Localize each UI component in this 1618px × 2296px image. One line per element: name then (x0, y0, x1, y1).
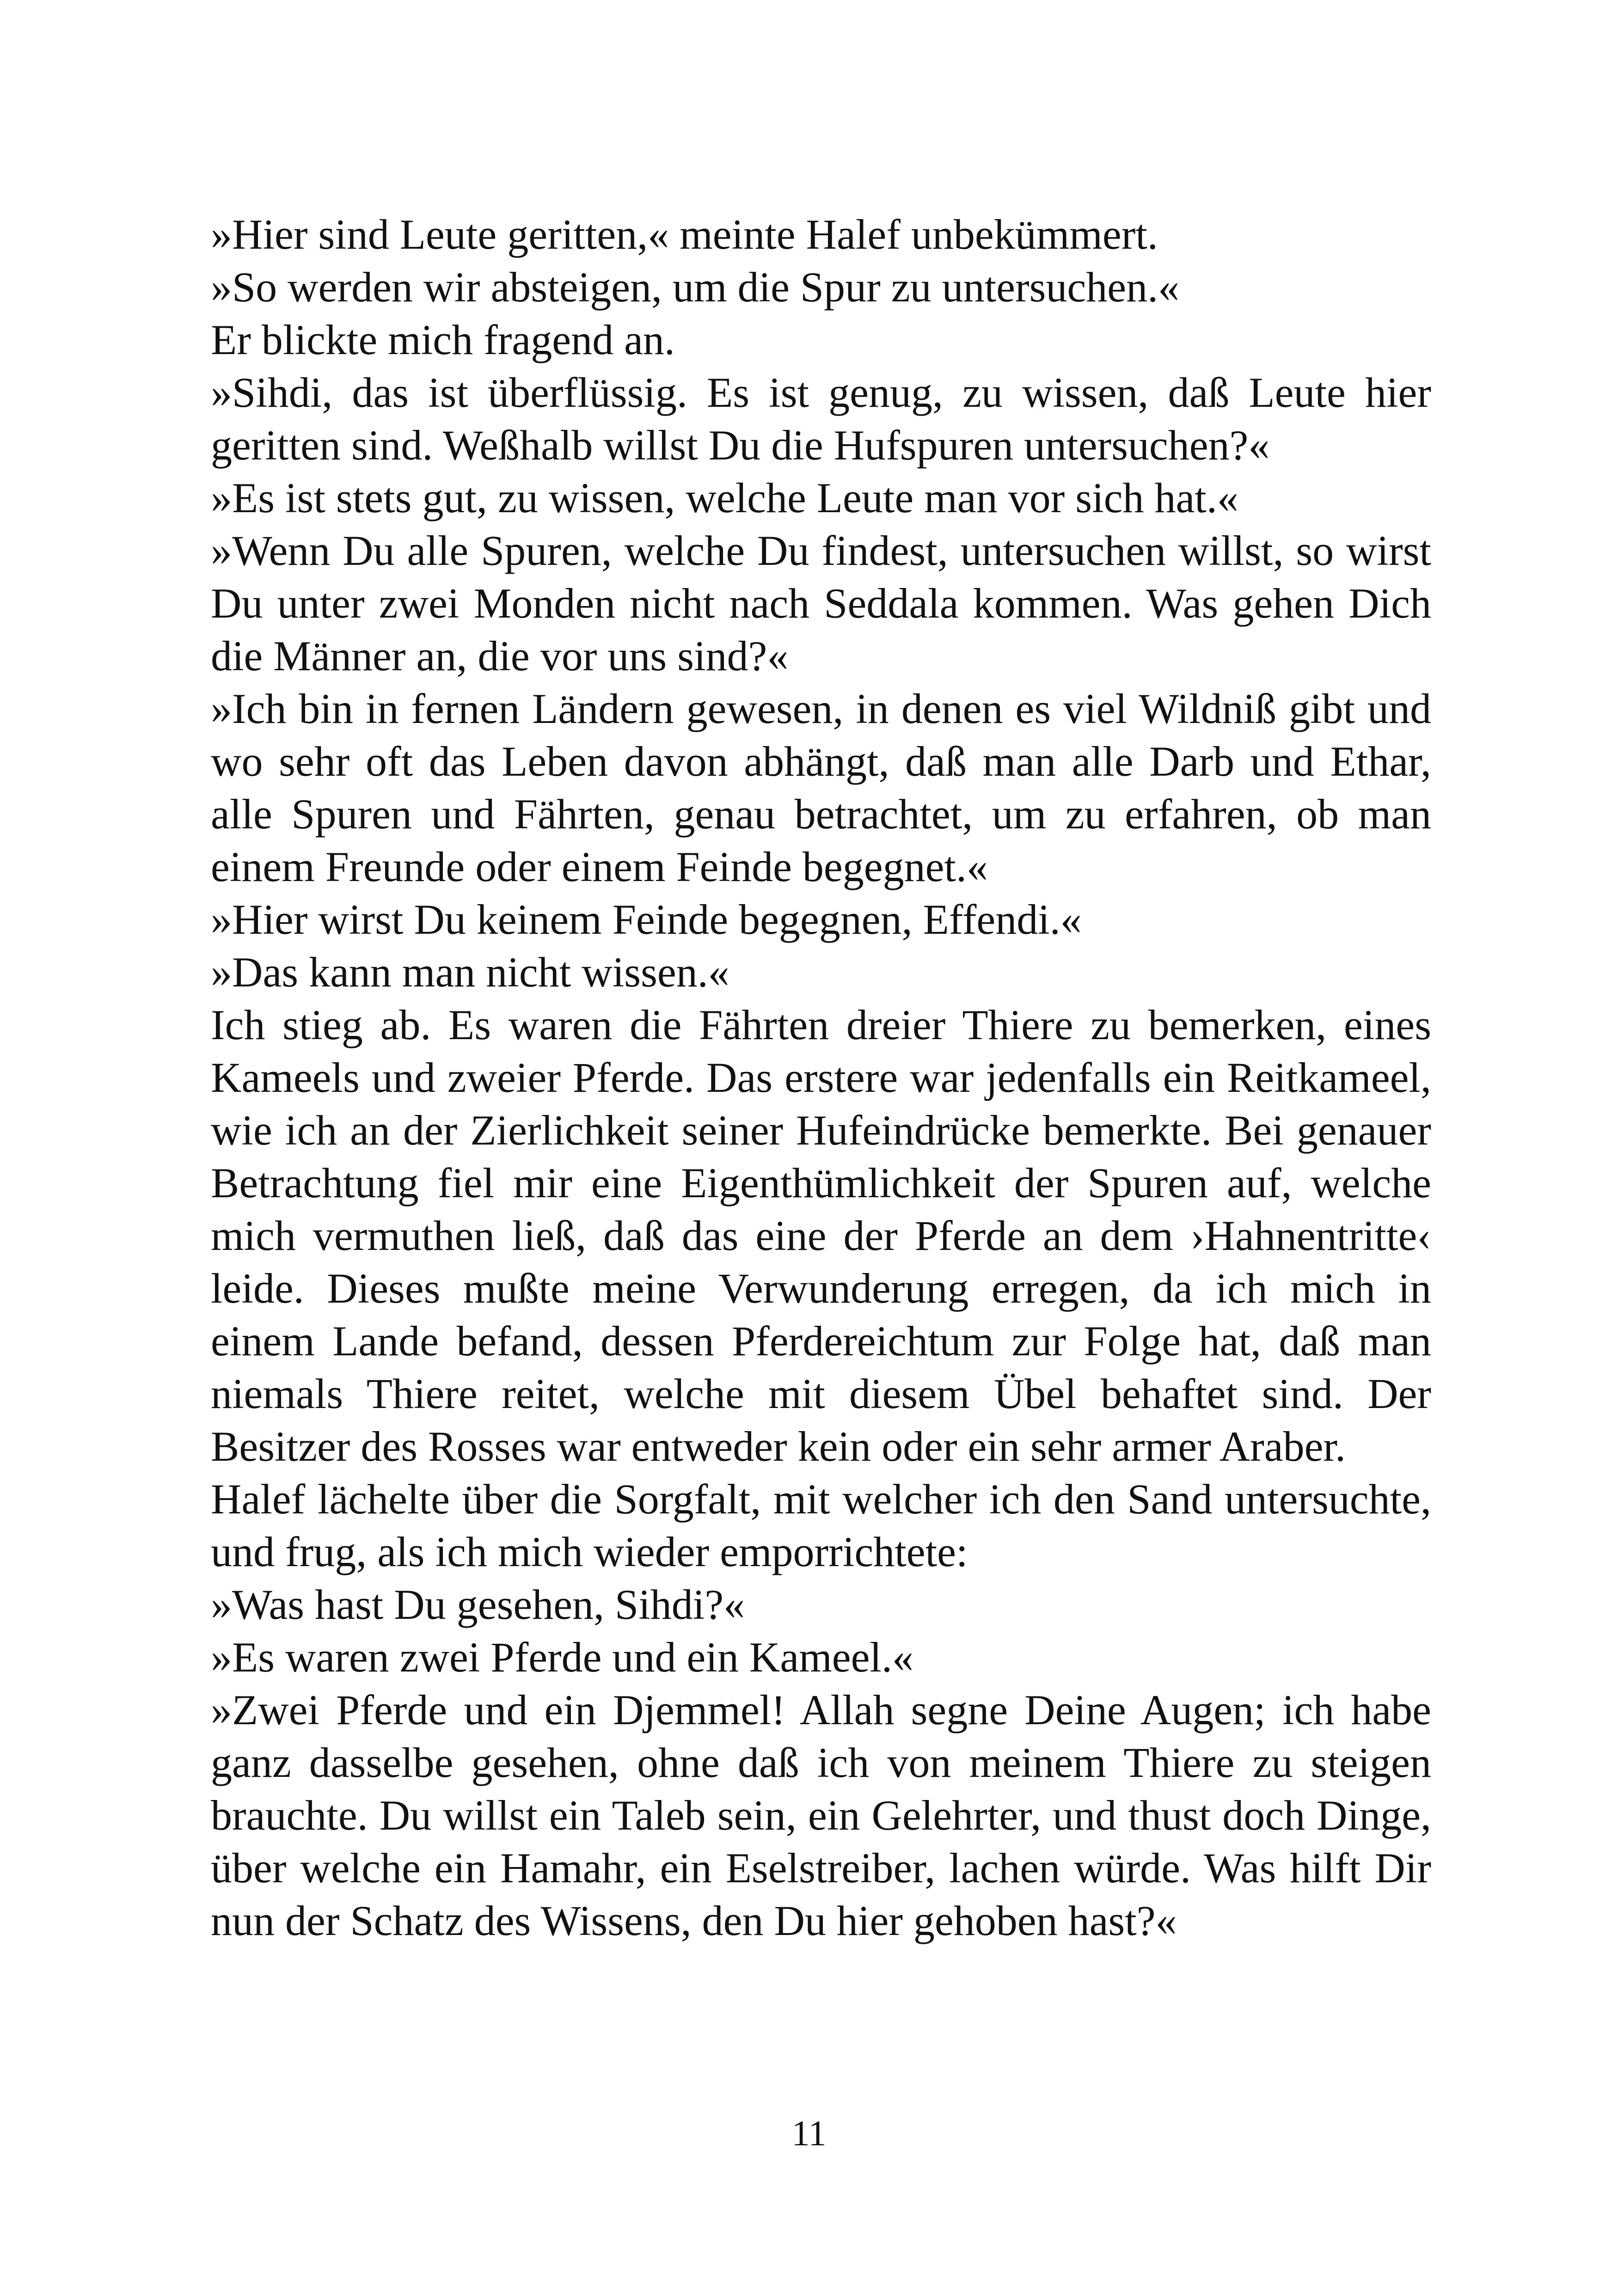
paragraph: »Sihdi, das ist überflüssig. Es ist genug, zu wissen, daß Leute hier geritten sind. Weßhalb willst Du die Hufspuren untersuchen?« (211, 369, 1431, 469)
paragraph: »Es waren zwei Pferde und ein Kameel.« (211, 1634, 913, 1681)
paragraph: »Das kann man nicht wissen.« (211, 949, 729, 996)
paragraph: »Wenn Du alle Spuren, welche Du findest, untersuchen willst, so wirst Du unter zwei Monden nicht nach Seddala kommen. Was gehen Dich die Männer an, die vor uns sind?« (211, 527, 1431, 680)
paragraph: Ich stieg ab. Es waren die Fährten dreier Thiere zu bemerken, eines Kameels und zweier Pferde. Das erstere war jedenfalls ein Reitkameel, wie ich an der Zierlichkeit seiner Hufeindrücke bemerkte. Bei genauer Betrachtung fiel mir eine Eigenthümlichkeit der Spuren auf, welche mich vermuthen ließ, daß das eine der Pferde an dem ›Hahnentritte‹ leide. Dieses mußte meine Verwunderung erregen, da ich mich in einem Lande befand, dessen Pferdereichtum zur Folge hat, daß man niemals Thiere reitet, welche mit diesem Übel behaftet sind. Der Besitzer des Rosses war entweder kein oder ein sehr armer Araber. (211, 1001, 1431, 1470)
page-number: 11 (791, 2113, 827, 2153)
paragraph: »Es ist stets gut, zu wissen, welche Leute man vor sich hat.« (211, 474, 1238, 521)
paragraph: »Was hast Du gesehen, Sihdi?« (211, 1581, 745, 1628)
paragraph: »Ich bin in fernen Ländern gewesen, in denen es viel Wildniß gibt und wo sehr oft das Leben davon abhängt, daß man alle Darb und Ethar, alle Spuren und Fährten, genau betrachtet, um zu erfahren, ob man einem Freunde oder einem Feinde begegnet.« (211, 685, 1431, 890)
paragraph: »Zwei Pferde und ein Djemmel! Allah segne Deine Augen; ich habe ganz dasselbe gesehen, ohne daß ich von meinem Thiere zu steigen brauchte. Du willst ein Taleb sein, ein Gelehrter, und thust doch Dinge, über welche ein Hamahr, ein Eselstreiber, lachen würde. Was hilft Dir nun der Schatz des Wissens, den Du hier gehoben hast?« (211, 1686, 1431, 1944)
paragraph: »Hier sind Leute geritten,« meinte Halef unbekümmert. (211, 211, 1158, 258)
paragraph: Halef lächelte über die Sorgfalt, mit welcher ich den Sand untersuchte, und frug, als ich mich wieder emporrichtete: (211, 1476, 1431, 1575)
paragraph: Er blickte mich fragend an. (211, 316, 675, 363)
paragraph: »Hier wirst Du keinem Feinde begegnen, Effendi.« (211, 896, 1082, 943)
body-text (211, 208, 1431, 1947)
paragraph: »So werden wir absteigen, um die Spur zu untersuchen.« (211, 263, 1180, 311)
